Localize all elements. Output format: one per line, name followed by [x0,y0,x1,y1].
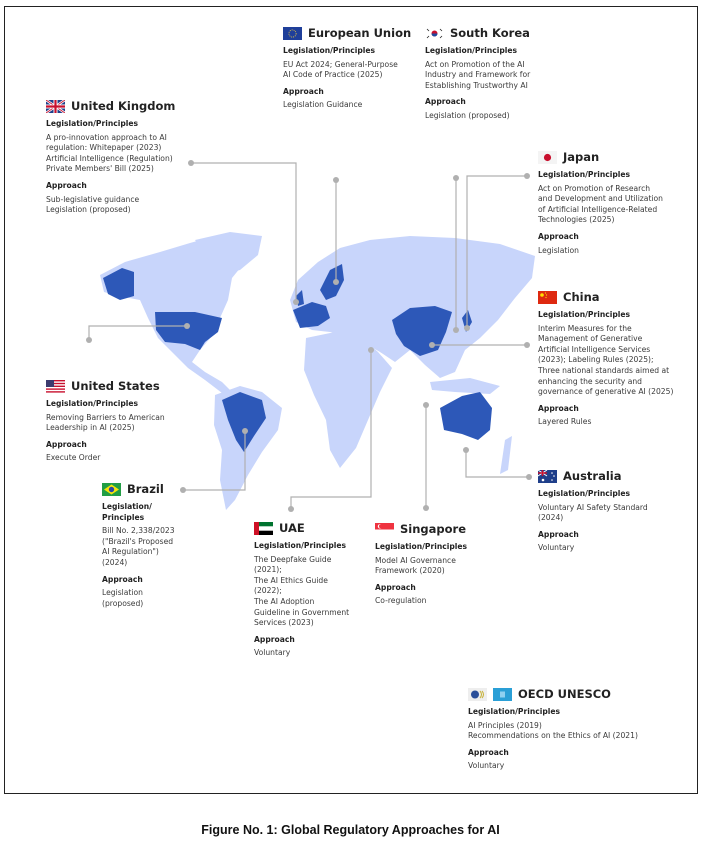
japan-flag-icon [538,151,557,164]
legislation-line: enhancing the security and [538,376,642,386]
region-name: South Korea [450,26,530,41]
region-card-uae [254,522,349,665]
approach-label: Approach [538,529,579,539]
legislation-label: Legislation/Principles [46,399,139,408]
south-korea-flag-icon [425,27,444,40]
region-header [538,151,663,164]
uk-flag-icon [46,100,65,113]
region-name: United Kingdom [71,99,176,114]
approach-label: Approach [46,439,87,449]
legislation-text [46,413,165,434]
approach-line: Voluntary [468,761,505,771]
legislation-label: Legislation/Principles [254,541,347,550]
legislation-line: EU Act 2024; General-Purpose [283,59,398,69]
legislation-line: regulation: Whitepaper (2023) [46,143,162,153]
legislation-line: (2023); Labeling Rules (2025); [538,355,654,365]
new-zealand [500,436,512,474]
legislation-line: AI Regulation") [102,547,159,557]
eu-flag-icon [283,27,302,40]
legislation-text [283,60,411,81]
approach-line: Legislation [538,245,579,255]
legislation-line: Leadership in AI (2025) [46,423,135,433]
legislation-line: Recommendations on the Ethics of AI (2021) [468,731,638,741]
region-card-jp [538,151,663,262]
figure-caption: Figure No. 1: Global Regulatory Approaches for AI [201,823,500,837]
approach-label: Approach [538,231,579,241]
approach-line: Voluntary [254,648,291,658]
region-card-sg [375,523,467,613]
approach-line: (proposed) [102,598,144,608]
legislation-label: Legislation/Principles [468,707,561,716]
us-flag-icon [46,380,65,393]
approach-label: Approach [102,574,143,584]
legislation-text [468,721,638,742]
region-header [538,470,648,483]
legislation-line: and Development and Utilization [538,194,663,204]
australia [440,392,492,440]
region-header [46,100,175,113]
legislation-label-line: Legislation/ [102,502,152,511]
approach-line: Legislation (proposed) [425,110,510,120]
legislation-text [46,133,175,175]
legislation-line: Three national standards aimed at [538,365,670,375]
africa [304,332,392,468]
oecd-logo-icon [468,688,487,701]
region-header [283,27,411,40]
approach-text [46,453,165,464]
legislation-line: Technologies (2025) [538,215,615,225]
approach-text [46,195,175,216]
approach-line: Legislation Guidance [283,100,363,110]
approach-text [283,100,411,111]
region-header [254,522,349,535]
approach-text [538,417,673,428]
approach-line: Sub-legislative guidance [46,194,140,204]
region-name: Australia [563,469,622,484]
region-card-cn [538,291,673,434]
legislation-line: Private Members' Bill (2025) [46,164,154,174]
region-name: OECD UNESCO [518,687,611,702]
region-header [46,380,165,393]
region-card-br [102,483,175,615]
region-name: Singapore [400,522,467,537]
region-card-sk [425,27,530,128]
approach-line: Co-regulation [375,596,427,606]
approach-text [468,761,638,772]
unesco-logo-icon [493,688,512,701]
region-card-eu [283,27,411,117]
region-card-uk [46,100,175,222]
legislation-text [102,526,175,568]
china-flag-icon [538,291,557,304]
legislation-line: Interim Measures for the [538,323,632,333]
region-name: UAE [279,521,305,536]
legislation-line: A pro-innovation approach to AI [46,132,167,142]
legislation-line: The Deepfake Guide [254,554,332,564]
approach-text [538,246,663,257]
approach-label: Approach [254,634,295,644]
legislation-line: Voluntary AI Safety Standard [538,502,648,512]
australia-flag-icon [538,470,557,483]
legislation-text [254,555,349,629]
approach-line: Legislation (proposed) [46,205,131,215]
approach-label: Approach [538,403,579,413]
southeast-asia-islands [430,378,500,394]
legislation-line: AI Code of Practice (2025) [283,70,383,80]
legislation-text [538,324,673,398]
legislation-line: The AI Adoption [254,596,315,606]
approach-line: Voluntary [538,543,575,553]
legislation-text [425,60,530,92]
legislation-line: governance of generative AI (2025) [538,387,674,397]
region-name: European Union [308,26,412,41]
approach-label: Approach [468,747,509,757]
legislation-label: Legislation/Principles [375,542,468,551]
legislation-line: Act on Promotion of Research [538,183,651,193]
legislation-line: Framework (2020) [375,566,445,576]
brazil-flag-icon [102,483,121,496]
legislation-line: ("Brazil's Proposed [102,536,174,546]
approach-line: Execute Order [46,453,101,463]
approach-label: Approach [46,180,87,190]
region-name: China [563,290,600,305]
legislation-line: (2021); [254,565,282,575]
legislation-line: Artificial Intelligence Services [538,344,651,354]
approach-text [375,596,467,607]
legislation-label: Legislation/Principles [538,170,631,179]
legislation-line: Management of Generative [538,334,643,344]
region-name: Brazil [127,482,164,497]
legislation-line: Industry and Framework for [425,70,531,80]
legislation-line: Artificial Intelligence (Regulation) [46,153,173,163]
approach-label: Approach [375,582,416,592]
legislation-label [102,502,175,523]
singapore-flag-icon [375,523,394,536]
approach-label: Approach [425,97,466,107]
region-card-us [46,380,165,470]
region-name: United States [71,379,160,394]
approach-line: Legislation [102,588,143,598]
legislation-label: Legislation/Principles [46,119,139,128]
legislation-line: Services (2023) [254,618,314,628]
legislation-line: Guideline in Government [254,607,350,617]
australia-connector [466,450,529,477]
uae-flag-icon [254,522,273,535]
legislation-label-line: Principles [102,512,145,522]
approach-text [254,648,349,659]
region-card-oecd [468,688,638,778]
legislation-text [538,184,663,226]
region-name: Japan [563,150,600,165]
approach-text [102,588,175,609]
region-header [102,483,175,496]
legislation-label: Legislation/Principles [538,489,631,498]
legislation-line: Removing Barriers to American [46,412,165,422]
region-header [425,27,530,40]
legislation-line: The AI Ethics Guide [254,575,328,585]
legislation-line: (2024) [538,513,564,523]
legislation-line: Act on Promotion of the AI [425,59,525,69]
legislation-line: Bill No. 2,338/2023 [102,526,175,536]
legislation-line: Establishing Trustworthy AI [425,80,528,90]
region-header [375,523,467,536]
legislation-label: Legislation/Principles [538,310,631,319]
legislation-line: AI Principles (2019) [468,720,542,730]
legislation-label: Legislation/Principles [283,46,376,55]
legislation-text [375,556,467,577]
approach-text [538,543,648,554]
region-header [468,688,638,701]
region-header [538,291,673,304]
approach-line: Layered Rules [538,417,592,427]
land-masses [100,232,535,510]
legislation-line: of Artificial Intelligence-Related [538,204,658,214]
legislation-line: (2022); [254,586,282,596]
region-card-au [538,470,648,560]
approach-label: Approach [283,86,324,96]
approach-text [425,111,530,122]
legislation-text [538,503,648,524]
legislation-line: Model AI Governance [375,555,456,565]
legislation-line: (2024) [102,557,128,567]
legislation-label: Legislation/Principles [425,46,518,55]
